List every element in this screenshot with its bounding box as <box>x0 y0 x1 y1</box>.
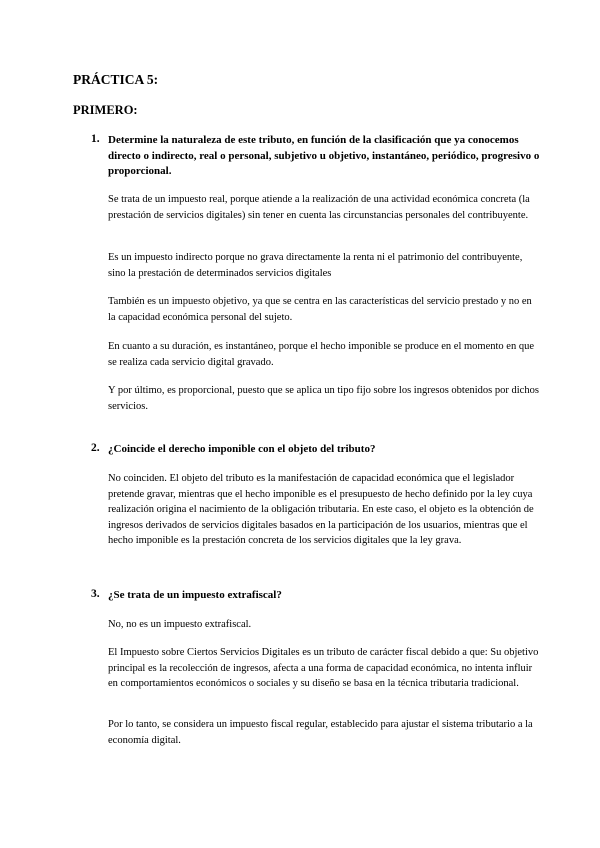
answer-paragraph: Es un impuesto indirecto porque no grava directamente la renta ni el patrimonio del contribuyente, sino la prestación de determinados servicios digitales <box>108 252 523 279</box>
question-number: 2. <box>91 442 100 454</box>
question-title: ¿Coincide el derecho imponible con el objeto del tributo? <box>108 443 376 455</box>
question-title: Determine la naturaleza de este tributo, en función de la clasificación que ya conocemos directo o indirecto, real o personal, subjetivo u objetivo, instantáneo, periódico, progresivo o proporcional. <box>108 134 540 177</box>
answer-paragraph: No, no es un impuesto extrafiscal. <box>108 619 252 630</box>
answer-paragraph: En cuanto a su duración, es instantáneo, porque el hecho imponible se produce en el momento en que se realiza cada servicio digital gravado. <box>108 341 534 368</box>
answer-paragraph: Se trata de un impuesto real, porque atiende a la realización de una actividad económica concreta (la prestación de servicios digitales) sin tener en cuenta las circunstancias personales del contribuyente. <box>108 194 530 221</box>
section-subtitle: PRIMERO: <box>73 103 138 117</box>
answer-paragraph: Y por último, es proporcional, puesto que se aplica un tipo fijo sobre los ingresos obtenidos por dichos servicios. <box>108 385 539 412</box>
page-title: PRÁCTICA 5: <box>73 72 159 87</box>
question-number: 3. <box>91 588 100 600</box>
question-number: 1. <box>91 133 100 145</box>
question-title: ¿Se trata de un impuesto extrafiscal? <box>108 589 282 601</box>
answer-paragraph: También es un impuesto objetivo, ya que se centra en las características del servicio prestado y no en la capacidad económica personal del sujeto. <box>108 296 532 323</box>
answer-paragraph: No coinciden. El objeto del tributo es la manifestación de capacidad económica que el legislador pretende gravar, mientras que el hecho imponible es el presupuesto de hecho definido por la ley cuya realización origina el nacimiento de la obligación tributaria. En este caso, el objeto es la obtención de ingresos derivados de servicios digitales basados en la participación de los usuarios, mientras que el hecho imponible es la prestación concreta de los servicios digitales que la ley grava. <box>108 473 534 546</box>
answer-paragraph: Por lo tanto, se considera un impuesto fiscal regular, establecido para ajustar el sistema tributario a la economía digital. <box>108 719 533 746</box>
answer-paragraph: El Impuesto sobre Ciertos Servicios Digitales es un tributo de carácter fiscal debido a que: Su objetivo principal es la recolección de ingresos, afecta a una forma de capacidad económica, no intenta influir en comportamientos económicos o sociales y su diseño se basa en la técnica tributaria tradicional. <box>108 647 539 689</box>
